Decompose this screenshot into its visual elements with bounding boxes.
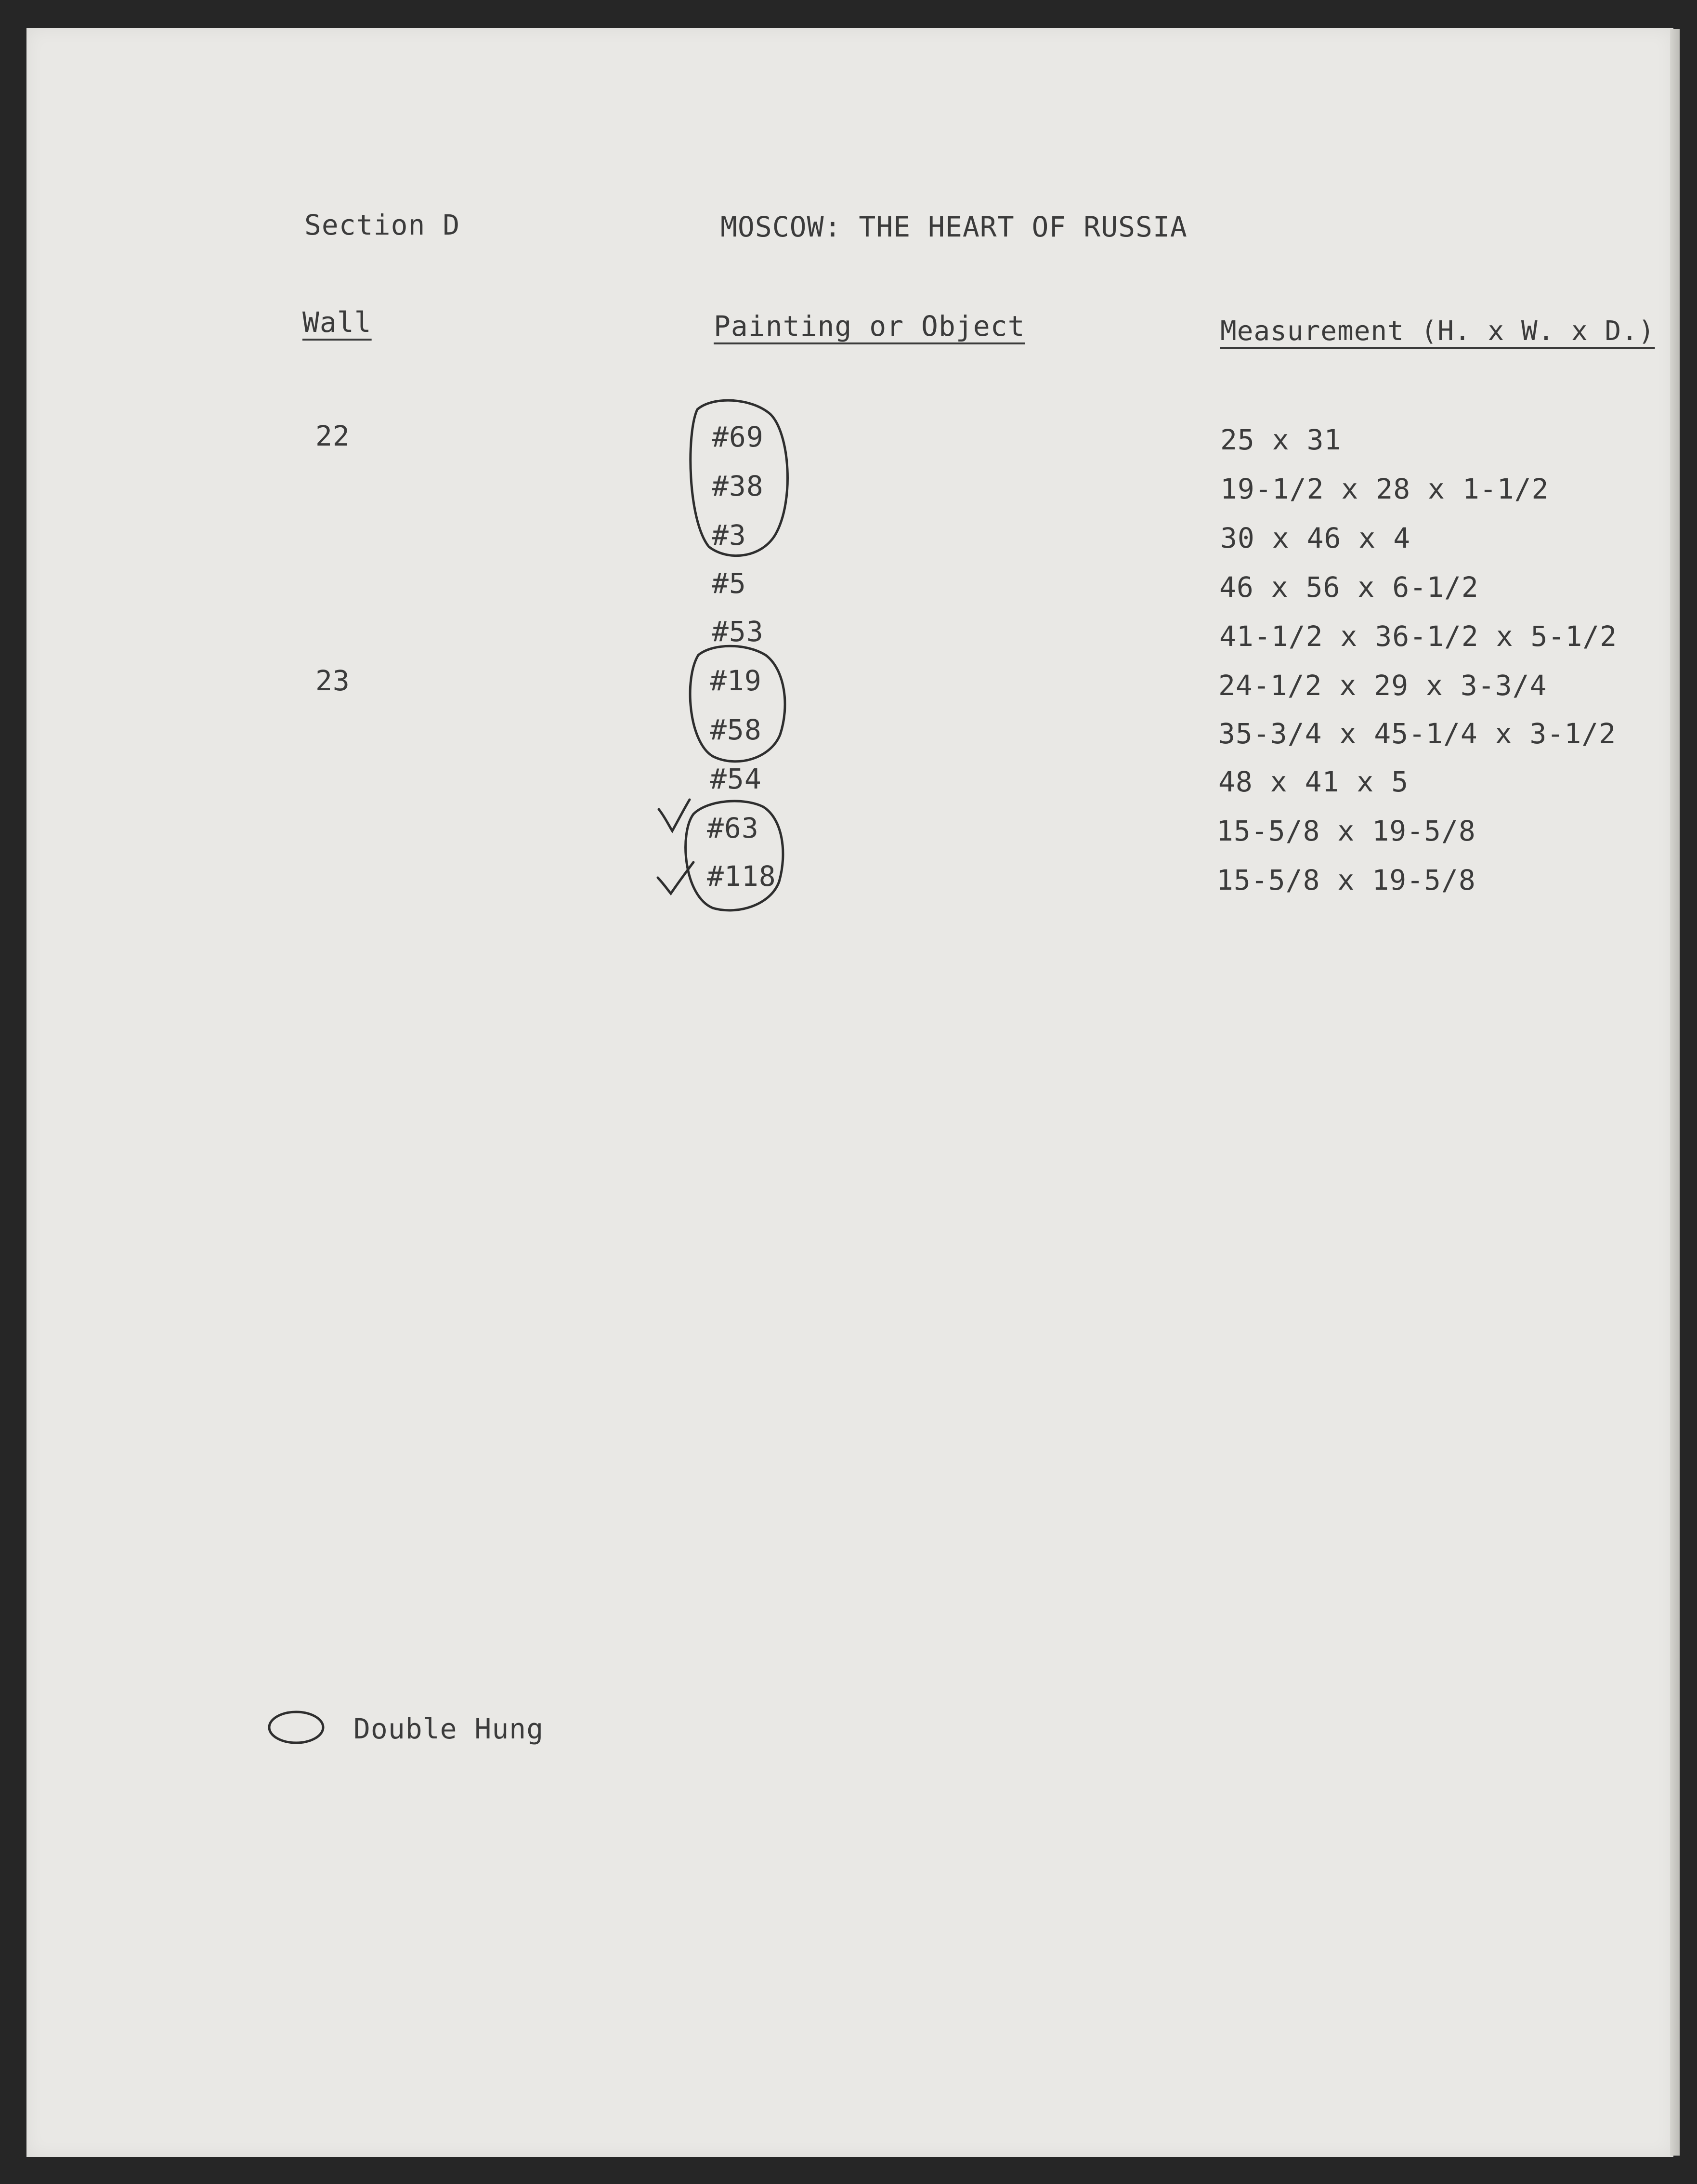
object-number: #3 [712, 519, 746, 552]
object-number: #69 [712, 421, 764, 453]
measurement-value: 35-3/4 x 45-1/4 x 3-1/2 [1218, 717, 1617, 750]
object-number: #38 [712, 470, 764, 502]
measurement-value: 19-1/2 x 28 x 1-1/2 [1220, 473, 1549, 505]
object-number: #5 [712, 567, 746, 600]
object-number: #54 [710, 763, 762, 795]
measurement-value: 15-5/8 x 19-5/8 [1216, 864, 1476, 896]
measurement-value: 46 x 56 x 6-1/2 [1219, 571, 1479, 604]
measurement-value: 41-1/2 x 36-1/2 x 5-1/2 [1219, 620, 1618, 653]
wall-number: 22 [315, 420, 350, 452]
wall-column-header: Wall [302, 306, 372, 339]
object-number: #118 [707, 860, 776, 893]
object-number: #63 [707, 812, 759, 844]
measurement-value: 30 x 46 x 4 [1220, 522, 1411, 554]
section-label: Section D [304, 209, 460, 241]
measurement-value: 25 x 31 [1220, 423, 1342, 456]
object-number: #58 [710, 713, 762, 746]
object-number: #53 [712, 615, 764, 648]
object-number: #19 [710, 664, 762, 697]
legend-label: Double Hung [353, 1712, 544, 1745]
paper-sheet [26, 28, 1673, 2157]
measurement-value: 15-5/8 x 19-5/8 [1216, 815, 1476, 847]
measurement-column-header: Measurement (H. x W. x D.) [1220, 316, 1655, 347]
measurement-value: 24-1/2 x 29 x 3-3/4 [1218, 669, 1547, 702]
wall-number: 23 [315, 664, 350, 697]
measurement-value: 48 x 41 x 5 [1218, 765, 1409, 798]
object-column-header: Painting or Object [714, 310, 1025, 342]
paper-edge [1670, 29, 1680, 2156]
document-title: MOSCOW: THE HEART OF RUSSIA [720, 211, 1188, 243]
